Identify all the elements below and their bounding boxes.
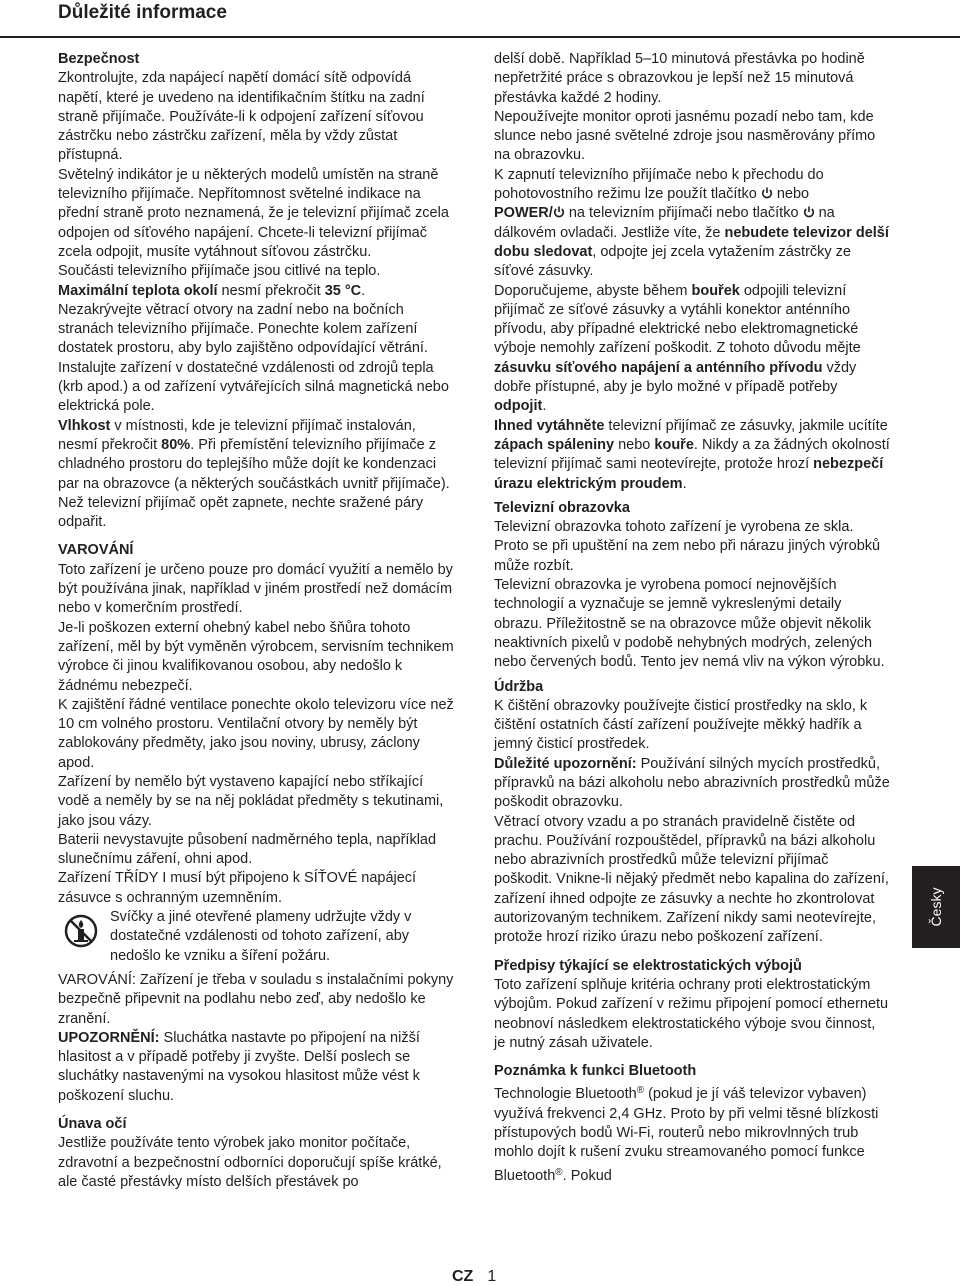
power-icon (761, 187, 773, 199)
text: vždy dobře přístupné, aby je bylo možné v případě potřeby (494, 359, 857, 396)
text: . Pokud (562, 1167, 612, 1184)
bold-text: Ihned vytáhněte (494, 417, 605, 434)
paragraph: Zkontrolujte, zda napájecí napětí domácí sítě odpovídá napětí, které je uvedeno na identifikačním štítku na zadní straně přijímače. Používáte-li k odpojení zařízení síťovou zástrčku nebo zástrčku zařízení, měla by vždy zůstat přístupná. (58, 70, 425, 164)
candle-warning-text: Svíčky a jiné otevřené plameny udržujte vždy v dostatečné vzdálenosti od tohoto zařízení, aby nedošlo ke vzniku a šíření požáru. (110, 909, 412, 964)
bold-text: zápach spáleniny (494, 436, 615, 453)
paragraph: Součásti televizního přijímače jsou citlivé na teplo. (58, 263, 381, 280)
text: . Při přemístění televizního přijímače z chladného prostoru do teplejšího může dojít ke kondenzaci par na obrazovce (a některých součástkách uvnitř přijímače). Než televizní přijímač opět zapnete, nechte sražené páry odpařit. (58, 436, 450, 531)
paragraph: K čištění obrazovky používejte čisticí prostředky na sklo, k čištění ostatních částí zařízení používejte měkký hadřík a jemný čisticí prostředek. (494, 697, 868, 753)
bold-text: Vlhkost (58, 417, 111, 434)
paragraph: Je-li poškozen externí ohebný kabel nebo šňůra tohoto zařízení, měl by být vyměněn výrobcem, servisním technikem výrobce či jinou kvalifikovanou osobou, aby nedošlo k žádnému nebezpečí. (58, 619, 454, 694)
paragraph-max-temp (58, 282, 458, 301)
paragraph: Nezakrývejte větrací otvory na zadní nebo na bočních stranách televizního přijímače. Ponechte kolem zařízení dostatek prostoru, aby bylo zajištěno odpovídající větrání. Instalujte zařízení v dostatečné vzdálenosti od zdrojů tepla (krb apod.) a od zařízení vytvářejících silná magnetická nebo elektrická pole. (58, 301, 449, 415)
bold-text: nebudete televizor delší dobu sledovat (494, 224, 889, 260)
page-header (0, 0, 960, 38)
section-title-bluetooth: Poznámka k funkci Bluetooth (494, 1063, 697, 1080)
section-title-bezpecnost: Bezpečnost (58, 51, 140, 67)
no-open-flame-icon (64, 914, 98, 948)
paragraph: Televizní obrazovka tohoto zařízení je vyrobena ze skla. Proto se při upuštění na zem nebo při nárazu jiných výrobků může rozbít. (494, 519, 881, 574)
bold-text: bouřek (691, 282, 740, 299)
bold-text: POWER/ (494, 205, 553, 222)
right-column (494, 50, 890, 1186)
text: Doporučujeme, abyste během (494, 282, 692, 299)
power-icon (803, 206, 815, 218)
bold-text: 35 °C (324, 282, 362, 299)
text: nesmí překročit (217, 282, 325, 299)
page-number: 1 (487, 1268, 497, 1285)
bold-text: Maximální teplota okolí (58, 282, 218, 299)
paragraph: Větrací otvory vzadu a po stranách pravidelně čistěte od prachu. Používání rozpouštědel, přípravků na bázi alkoholu nebo abrazivních prostředků může televizní přijímač poškodit. Vnikne-li nějaký předmět nebo kapalina do zařízení, zařízení ihned odpojte ze zásuvky a nechte ho zkontrolovat autorizovaným technikem. Zařízení nikdy sami neotevírejte, protože hrozí riziko úrazu nebo poškození zařízení. (494, 813, 889, 946)
text: nebo (614, 436, 655, 453)
text: Technologie Bluetooth (494, 1086, 637, 1103)
power-icon (553, 206, 565, 218)
registered-mark: ® (636, 1085, 645, 1097)
text: na televizním přijímači nebo tlačítko (564, 205, 803, 222)
paragraph-important (494, 755, 890, 813)
section-title-obrazovka: Televizní obrazovka (494, 499, 630, 516)
left-column (58, 50, 458, 1192)
text: . (682, 475, 687, 492)
section-title-varovani: VAROVÁNÍ (58, 542, 134, 559)
paragraph-storms (494, 282, 890, 417)
paragraph-smoke (494, 417, 890, 494)
paragraph-power (494, 166, 890, 282)
text: v místnosti, kde je televizní přijímač instalován, nesmí překročit (58, 417, 416, 453)
paragraph-headphones (58, 1029, 458, 1106)
section-title-esd: Předpisy týkající se elektrostatických výbojů (494, 957, 802, 974)
bold-text: Důležité upozornění: (494, 755, 637, 772)
text: (pokud je jí váš televizor vybaven) využívá frekvenci 2,4 GHz. Proto by při velmi těsné blízkosti přístupových bodů Wi-Fi, routerů nebo mikrovlnných trub mohlo dojít k rušení zvuku streamovaného pomocí funkce Bluetooth (494, 1086, 879, 1184)
language-tab-label: Česky (928, 887, 944, 927)
bold-text: nebezpečí úrazu elektrickým proudem (494, 456, 884, 492)
paragraph: Zařízení by nemělo být vystaveno kapající nebo stříkající vodě a neměly by se na něj pokládat předměty s tekutinami, jako jsou vázy. (58, 773, 444, 829)
paragraph-humidity (58, 417, 458, 533)
language-tab (912, 866, 960, 948)
registered-mark: ® (555, 1166, 563, 1178)
text: televizní přijímač ze zásuvky, jakmile ucítíte (604, 417, 888, 434)
candle-warning (58, 908, 458, 966)
paragraph: Zařízení TŘÍDY I musí být připojeno k SÍŤOVÉ napájecí zásuvce s ochranným uzemněním. (58, 870, 417, 906)
section-title-udrzba: Údržba (494, 678, 544, 695)
text: . (361, 282, 366, 299)
text: na dálkovém ovladači. Jestliže víte, že (494, 205, 835, 241)
paragraph-bluetooth (494, 1081, 890, 1185)
paragraph: Toto zařízení je určeno pouze pro domácí využití a nemělo by být používána jinak, například v jiném prostředí než domácím nebo v komerčním prostředí. (58, 561, 453, 617)
paragraph: Jestliže používáte tento výrobek jako monitor počítače, zdravotní a bezpečnostní odborníci doporučují spíše krátké, ale časté přestávky místo delších přestávek po (58, 1135, 442, 1190)
bold-text: UPOZORNĚNÍ: (58, 1029, 160, 1046)
bold-text: odpojit (494, 398, 543, 415)
paragraph: Světelný indikátor je u některých modelů umístěn na straně televizního přijímače. Nepřítomnost světelné indikace na přední straně proto neznamená, že je televizní přijímač zcela odpojen od síťového napájení. Chcete-li televizní přijímač zcela odpojit, musíte vytáhnout síťovou zástrčku. (58, 166, 449, 260)
paragraph: delší době. Například 5–10 minutová přestávka po hodině nepřetržité práce s obrazovkou je lepší než 15 minutová přestávka každé 2 hodiny. (494, 51, 865, 106)
paragraph: VAROVÁNÍ: Zařízení je třeba v souladu s instalačními pokyny bezpečně připevnit na podlahu nebo zeď, aby nedošlo ke zranění. (58, 971, 454, 1027)
section-title-unava: Únava očí (58, 1116, 127, 1133)
footer-language: CZ (452, 1268, 474, 1285)
text: odpojili televizní přijímač ze síťové zásuvky a vytáhli konektor anténního přívodu, aby případné elektrické nebo elektromagnetické výboje nemohly zařízení poškodit. Z tohoto důvodu mějte (494, 282, 861, 357)
text: , odpojte jej zcela vytažením zástrčky ze síťové zásuvky. (494, 243, 851, 280)
text: Sluchátka nastavte po připojení na nižší hlasitost a v případě potřeby ji zvyšte. Delší poslech se sluchátky nastavenými na vysokou hlasitost může vést k poškození sluchu. (58, 1029, 420, 1104)
text: . Nikdy a za žádných okolností televizní přijímač sami neotevírejte, protože hrozí (494, 436, 890, 473)
bold-text: 80% (161, 436, 191, 453)
page-title: Důležité informace (58, 2, 227, 23)
paragraph: Televizní obrazovka je vyrobena pomocí nejnovějších technologií a vyznačuje se jemně vykreslenými detaily obrazu. Příležitostně se na obrazovce může objevit několik neaktivních pixelů v podobě nehybných modrých, zelených nebo červených bodů. Tento jev nemá vliv na výkon výrobku. (494, 577, 885, 671)
text: Používání silných mycích prostředků, přípravků na bázi alkoholu nebo abrazivních prostředků může poškodit obrazovku. (494, 755, 890, 811)
paragraph: Nepoužívejte monitor oproti jasnému pozadí nebo tam, kde slunce nebo jasné světelné zdroje jsou nasměrovány přímo na obrazovku. (494, 108, 876, 164)
paragraph: Baterii nevystavujte působení nadměrného tepla, například slunečnímu záření, ohni apod. (58, 831, 437, 868)
paragraph: Toto zařízení splňuje kritéria ochrany proti elektrostatickým výbojům. Pokud zařízení v režimu připojení pomocí ethernetu neobnoví následkem elektrostatického výboje svou činnost, je nutný zásah uživatele. (494, 976, 889, 1051)
text: K zapnutí televizního přijímače nebo k přechodu do pohotovostního režimu lze použít tlačítko (494, 166, 824, 203)
text: nebo (772, 186, 810, 203)
text: . (542, 398, 547, 415)
bold-text: zásuvku síťového napájení a anténního přívodu (494, 359, 823, 376)
page-footer (452, 1268, 496, 1286)
paragraph: K zajištění řádné ventilace ponechte okolo televizoru více než 10 cm volného prostoru. Ventilační otvory by neměly být zablokovány předměty, jako jsou noviny, ubrusy, záclony apod. (58, 696, 454, 771)
bold-text: kouře (654, 436, 694, 453)
